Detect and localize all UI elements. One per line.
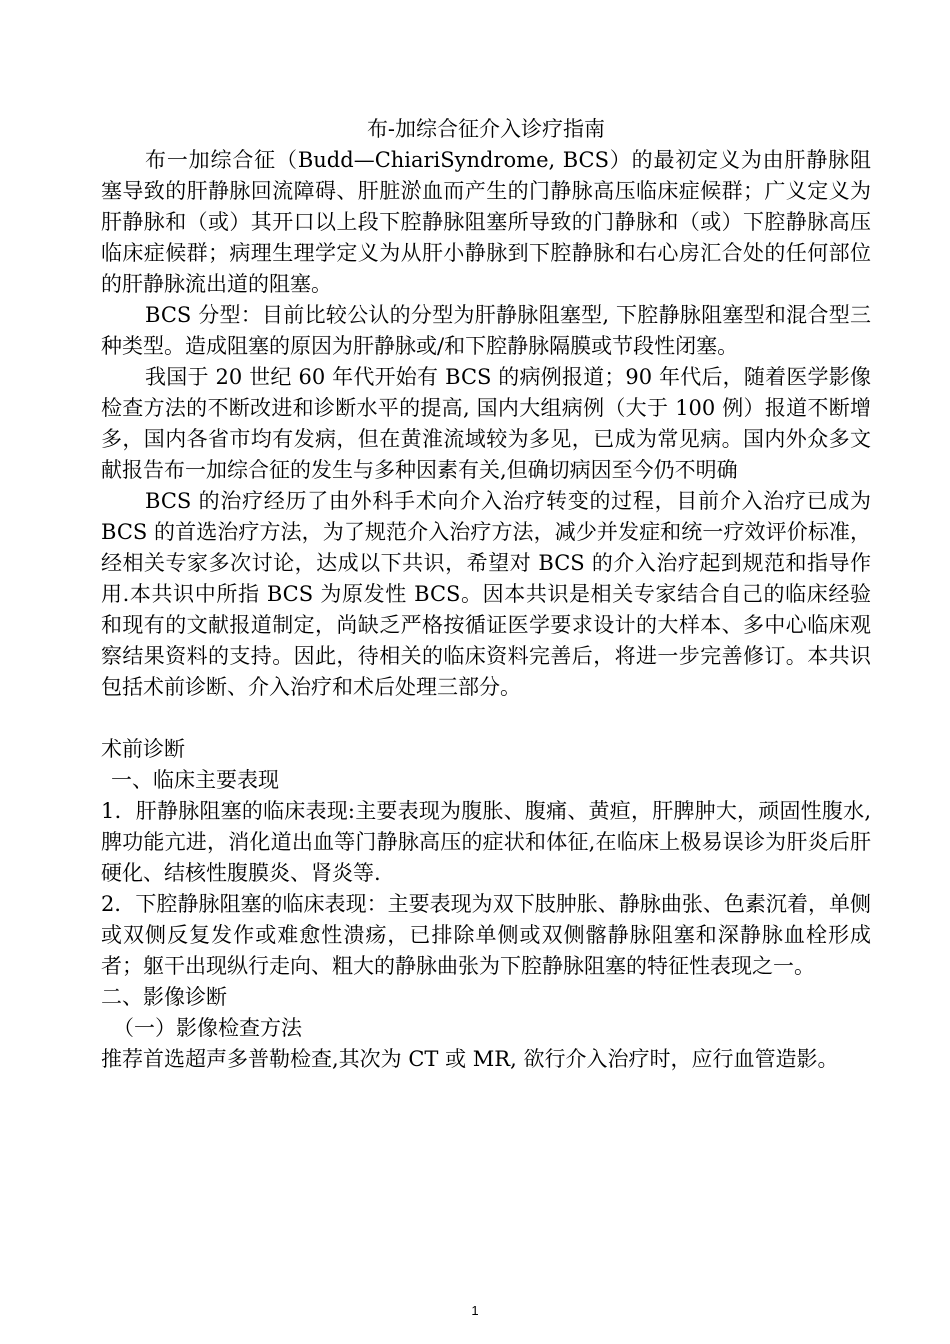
list-item-hepatic-vein: 1．肝静脉阻塞的临床表现:主要表现为腹胀、腹痛、黄疸，肝脾肿大，顽固性腹水,脾功能亢进，消化道出血等门静脉高压的症状和体征,在临床上极易误诊为肝炎后肝硬化、结核性腹膜炎、肾炎等. — [101, 799, 871, 885]
subheading-clinical: 一、临床主要表现 — [111, 768, 279, 792]
intro-paragraph-epidemiology: 我国于 20 世纪 60 年代开始有 BCS 的病例报道；90 年代后，随着医学影像检查方法的不断改进和诊断水平的提高, 国内大组病例（大于 100 例）报道不断增多，国内各省市均有发病，但在黄淮流域较为多见，已成为常见病。国内外众多文献报告布一加综合征的发生与多种因素有关,但确切病因至今仍不明确 — [101, 365, 871, 482]
document-title: 布-加综合征介入诊疗指南 — [366, 117, 606, 141]
intro-paragraph-definition: 布一加综合征（Budd—ChiariSyndrome, BCS）的最初定义为由肝静脉阻塞导致的肝静脉回流障碍、肝脏淤血而产生的门静脉高压临床症候群；广义定义为肝静脉和（或）其开口以上段下腔静脉阻塞所导致的门静脉和（或）下腔静脉高压临床症候群；病理生理学定义为从肝小静脉到下腔静脉和右心房汇合处的任何部位的肝静脉流出道的阻塞。 — [101, 148, 871, 296]
subheading-imaging: 二、影像诊断 — [101, 985, 227, 1009]
blank-line — [101, 703, 871, 734]
section-heading-preop: 术前诊断 — [101, 737, 185, 761]
intro-paragraph-treatment: BCS 的治疗经历了由外科手术向介入治疗转变的过程，目前介入治疗已成为 BCS 的首选治疗方法，为了规范介入治疗方法，减少并发症和统一疗效评价标准，经相关专家多次讨论，达成以下共识，希望对 BCS 的介入治疗起到规范和指导作用.本共识中所指 BCS 为原发性 BCS。因本共识是相关专家结合自己的临床经验和现有的文献报道制定，尚缺乏严格按循证医学要求设计的大样本、多中心临床观察结果资料的支持。因此，待相关的临床资料完善后，将进一步完善修订。本共识包括术前诊断、介入治疗和术后处理三部分。 — [101, 489, 871, 699]
list-item-ivc: 2．下腔静脉阻塞的临床表现：主要表现为双下肢肿胀、静脉曲张、色素沉着，单侧或双侧反复发作或难愈性溃疡，已排除单侧或双侧髂静脉阻塞和深静脉血栓形成者；躯干出现纵行走向、粗大的静脉曲张为下腔静脉阻塞的特征性表现之一。 — [101, 892, 871, 978]
subheading-imaging-methods: （一）影像检查方法 — [113, 1016, 302, 1040]
intro-paragraph-classification: BCS 分型：目前比较公认的分型为肝静脉阻塞型, 下腔静脉阻塞型和混合型三种类型。造成阻塞的原因为肝静脉或/和下腔静脉隔膜或节段性闭塞。 — [101, 303, 871, 358]
page-number: 1 — [471, 1303, 479, 1318]
document-body — [101, 114, 871, 1075]
imaging-methods-text: 推荐首选超声多普勒检查,其次为 CT 或 MR, 欲行介入治疗时，应行血管造影。 — [101, 1047, 839, 1071]
